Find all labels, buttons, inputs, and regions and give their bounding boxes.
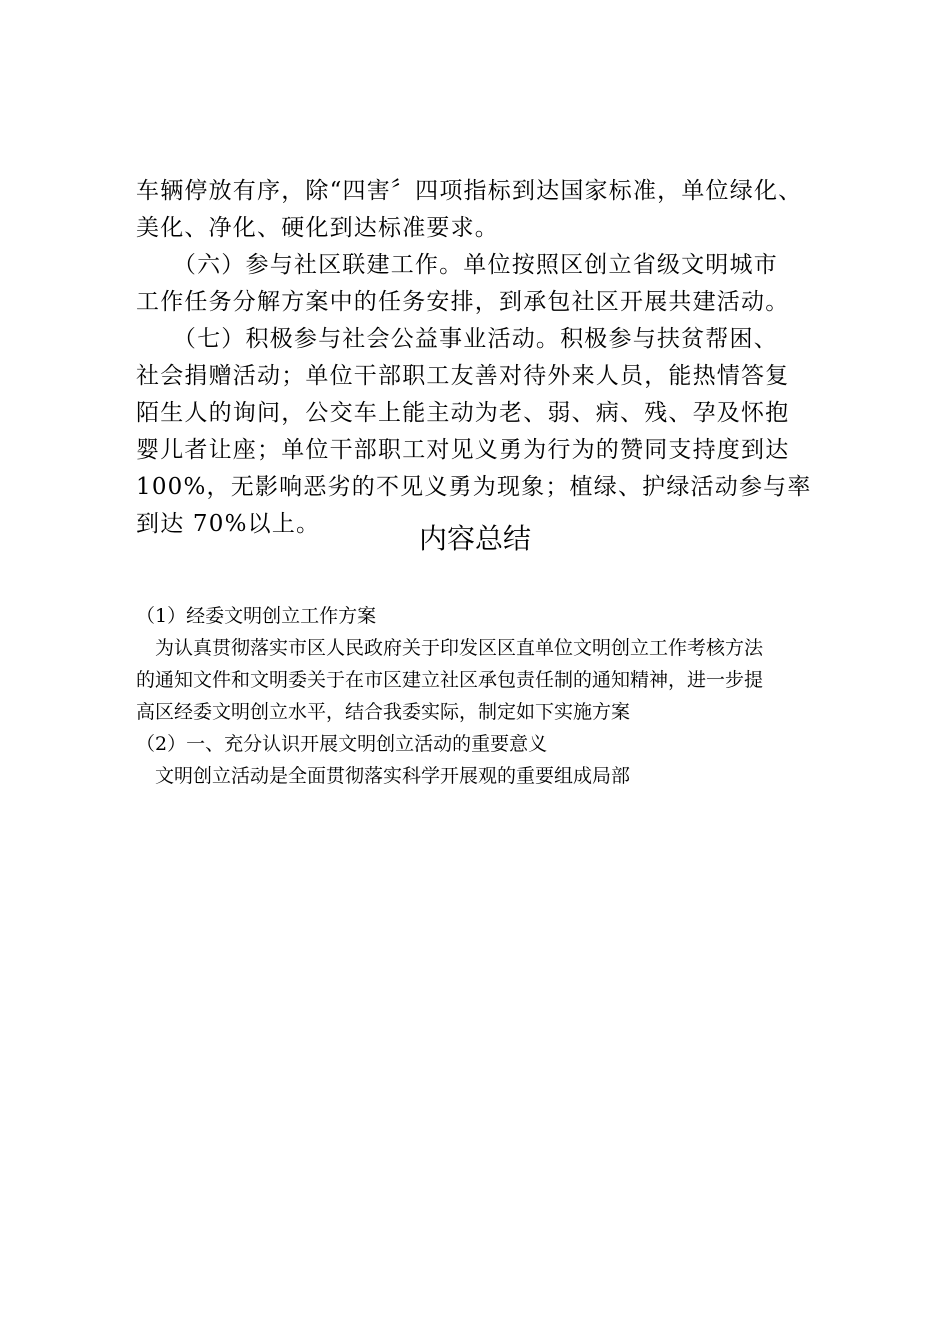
summary-line: 为认真贯彻落实市区人民政府关于印发区区直单位文明创立工作考核方法 — [136, 637, 764, 659]
summary-text — [136, 600, 836, 792]
body-line: 车辆停放有序，除“四害〞四项指标到达国家标准，单位绿化、 — [136, 178, 803, 204]
body-line: 到达 70%以上。 — [136, 511, 321, 537]
body-line: 社会捐赠活动；单位干部职工友善对待外来人员，能热情答复 — [136, 363, 790, 389]
summary-line: （2）一、充分认识开展文明创立活动的重要意义 — [136, 733, 548, 755]
body-line: 美化、净化、硬化到达标准要求。 — [136, 215, 499, 241]
summary-line: 高区经委文明创立水平，结合我委实际，制定如下实施方案 — [136, 701, 631, 723]
summary-heading: 内容总结 — [418, 522, 531, 555]
body-line: （七）积极参与社会公益事业活动。积极参与扶贫帮困、 — [136, 326, 778, 352]
body-line: 陌生人的询问，公交车上能主动为老、弱、病、残、孕及怀抱 — [136, 400, 790, 426]
body-line: 婴儿者让座；单位干部职工对见义勇为行为的赞同支持度到达 — [136, 437, 790, 463]
body-line: 100%，无影响恶劣的不见义勇为现象；植绿、护绿活动参与率 — [136, 474, 812, 500]
summary-line: 的通知文件和文明委关于在市区建立社区承包责任制的通知精神，进一步提 — [136, 669, 764, 691]
body-text — [136, 173, 836, 543]
summary-line: （1）经委文明创立工作方案 — [136, 605, 377, 627]
summary-line: 文明创立活动是全面贯彻落实科学开展观的重要组成局部 — [136, 765, 631, 787]
body-line: 工作任务分解方案中的任务安排，到承包社区开展共建活动。 — [136, 289, 790, 315]
body-line: （六）参与社区联建工作。单位按照区创立省级文明城市 — [136, 252, 778, 278]
